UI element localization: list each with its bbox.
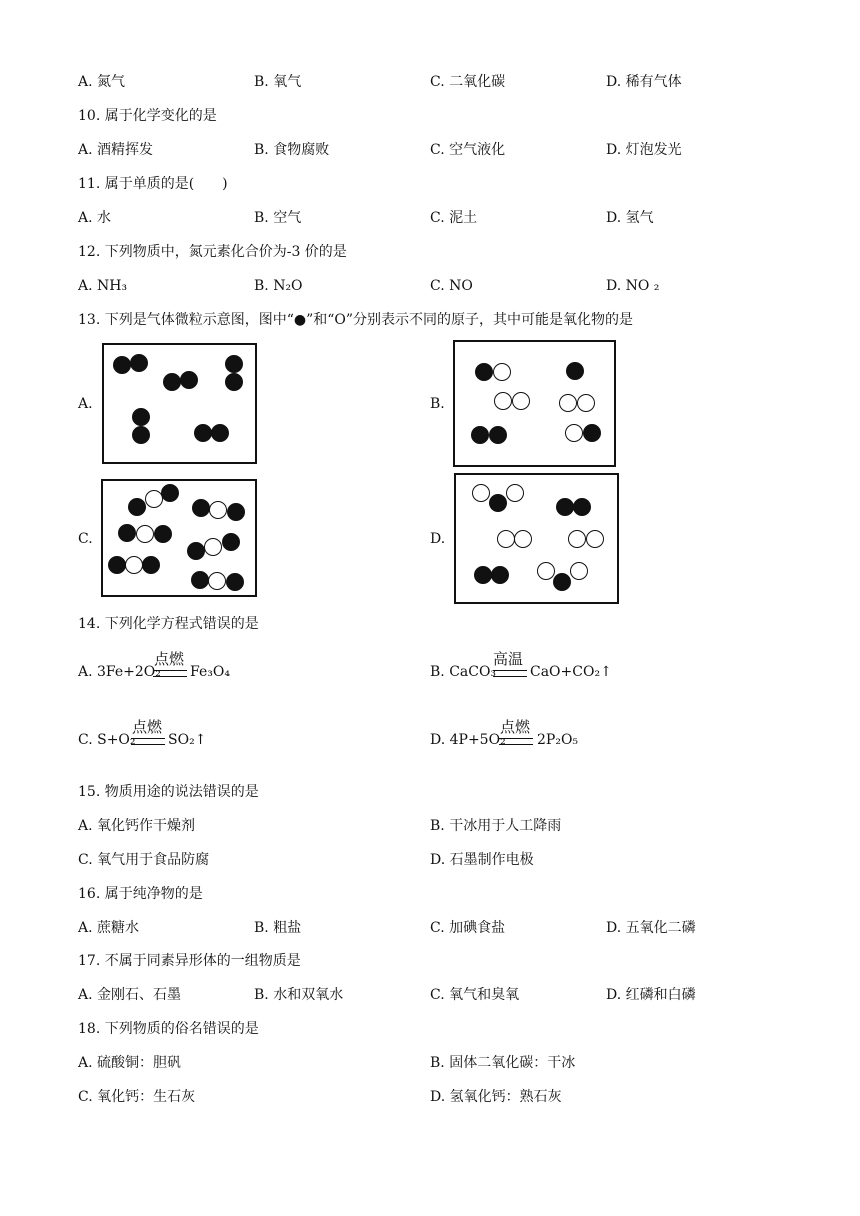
black-atom: [226, 573, 244, 591]
q11-option-c[interactable]: C. 泥土: [430, 210, 478, 226]
equals-sign: [131, 738, 165, 745]
black-atom: [142, 556, 160, 574]
q14-a-reactants: A. 3Fe+2O₂: [78, 664, 161, 680]
q13-stem: 13. 下列是气体微粒示意图，图中“●”和“O”分别表示不同的原子，其中可能是氧化物的是: [78, 312, 634, 328]
white-atom: [506, 484, 524, 502]
black-atom: [556, 498, 574, 516]
black-atom: [489, 426, 507, 444]
black-atom: [108, 556, 126, 574]
black-atom: [132, 426, 150, 444]
q17-option-c[interactable]: C. 氧气和臭氧: [430, 987, 520, 1003]
white-atom: [559, 394, 577, 412]
q14-d-reactants: D. 4P+5O₂: [430, 732, 506, 748]
q11-option-d[interactable]: D. 氢气: [606, 210, 654, 226]
black-atom: [211, 424, 229, 442]
black-atom: [163, 373, 181, 391]
q14-option-d[interactable]: [430, 716, 760, 766]
q10-option-b[interactable]: B. 食物腐败: [254, 142, 330, 158]
white-atom: [565, 424, 583, 442]
black-atom: [113, 356, 131, 374]
q14-option-c[interactable]: [78, 716, 408, 766]
q9-option-d[interactable]: D. 稀有气体: [606, 74, 682, 90]
q13-diagram-c: [101, 479, 257, 597]
q15-option-a[interactable]: A. 氧化钙作干燥剂: [78, 818, 196, 834]
q13-label-c[interactable]: C.: [78, 531, 93, 547]
black-atom: [132, 408, 150, 426]
q11-option-b[interactable]: B. 空气: [254, 210, 302, 226]
equals-sign: [499, 738, 533, 745]
q14-option-a[interactable]: [78, 648, 408, 698]
black-atom: [573, 498, 591, 516]
q14-a-condition: 点燃: [154, 650, 185, 668]
q13-label-b[interactable]: B.: [430, 396, 445, 412]
q14-stem: 14. 下列化学方程式错误的是: [78, 616, 259, 632]
black-atom: [225, 373, 243, 391]
white-atom: [493, 363, 511, 381]
q13-diagram-a: [102, 343, 257, 464]
q12-stem: 12. 下列物质中，氮元素化合价为-3 价的是: [78, 244, 347, 260]
q14-c-condition: 点燃: [132, 718, 163, 736]
white-atom: [514, 530, 532, 548]
white-atom: [472, 484, 490, 502]
black-atom: [583, 424, 601, 442]
q12-option-b[interactable]: B. N₂O: [254, 278, 303, 294]
q15-option-d[interactable]: D. 石墨制作电极: [430, 852, 534, 868]
black-atom: [566, 362, 584, 380]
q10-option-a[interactable]: A. 酒精挥发: [78, 142, 154, 158]
black-atom: [161, 484, 179, 502]
black-atom: [187, 542, 205, 560]
black-atom: [553, 573, 571, 591]
q14-a-products: Fe₃O₄: [190, 664, 230, 680]
black-atom: [227, 503, 245, 521]
q17-stem: 17. 不属于同素异形体的一组物质是: [78, 953, 301, 969]
white-atom: [494, 392, 512, 410]
q14-b-reactants: B. CaCO₃: [430, 664, 497, 680]
white-atom: [136, 525, 154, 543]
white-atom: [208, 572, 226, 590]
black-atom: [471, 426, 489, 444]
black-atom: [489, 494, 507, 512]
q14-c-products: SO₂↑: [168, 732, 207, 748]
equals-sign: [493, 670, 527, 677]
black-atom: [222, 533, 240, 551]
black-atom: [180, 371, 198, 389]
q9-option-b[interactable]: B. 氧气: [254, 74, 302, 90]
q9-option-a[interactable]: A. 氮气: [78, 74, 126, 90]
q10-stem: 10. 属于化学变化的是: [78, 108, 217, 124]
q12-option-d[interactable]: D. NO ₂: [606, 278, 660, 294]
black-atom: [154, 525, 172, 543]
q17-option-a[interactable]: A. 金刚石、石墨: [78, 987, 182, 1003]
q11-option-a[interactable]: A. 水: [78, 210, 112, 226]
q15-option-b[interactable]: B. 干冰用于人工降雨: [430, 818, 562, 834]
q16-option-b[interactable]: B. 粗盐: [254, 920, 302, 936]
q13-diagram-b: [453, 340, 616, 467]
white-atom: [537, 562, 555, 580]
q12-option-c[interactable]: C. NO: [430, 278, 473, 294]
white-atom: [209, 501, 227, 519]
black-atom: [128, 498, 146, 516]
q18-option-b[interactable]: B. 固体二氧化碳：干冰: [430, 1055, 576, 1071]
q14-d-condition: 点燃: [500, 718, 531, 736]
black-atom: [194, 424, 212, 442]
equals-sign: [153, 670, 187, 677]
white-atom: [497, 530, 515, 548]
q13-label-d[interactable]: D.: [430, 531, 446, 547]
q16-option-c[interactable]: C. 加碘食盐: [430, 920, 506, 936]
black-atom: [130, 354, 148, 372]
q18-stem: 18. 下列物质的俗名错误的是: [78, 1021, 259, 1037]
q16-option-a[interactable]: A. 蔗糖水: [78, 920, 140, 936]
black-atom: [118, 524, 136, 542]
white-atom: [568, 530, 586, 548]
q18-option-c[interactable]: C. 氧化钙：生石灰: [78, 1089, 196, 1105]
black-atom: [491, 566, 509, 584]
q15-option-c[interactable]: C. 氧气用于食品防腐: [78, 852, 210, 868]
q18-option-d[interactable]: D. 氢氧化钙：熟石灰: [430, 1089, 562, 1105]
white-atom: [570, 562, 588, 580]
q12-option-a[interactable]: A. NH₃: [78, 278, 128, 294]
white-atom: [512, 392, 530, 410]
q14-c-reactants: C. S+O₂: [78, 732, 136, 748]
q13-diagram-d: [454, 473, 619, 604]
white-atom: [577, 394, 595, 412]
q14-b-condition: 高温: [493, 650, 524, 668]
q16-stem: 16. 属于纯净物的是: [78, 886, 203, 902]
white-atom: [586, 530, 604, 548]
black-atom: [192, 499, 210, 517]
q10-option-d[interactable]: D. 灯泡发光: [606, 142, 682, 158]
q16-option-d[interactable]: D. 五氧化二磷: [606, 920, 696, 936]
q15-stem: 15. 物质用途的说法错误的是: [78, 784, 259, 800]
q14-option-b[interactable]: [430, 648, 760, 698]
q17-option-d[interactable]: D. 红磷和白磷: [606, 987, 696, 1003]
q18-option-a[interactable]: A. 硫酸铜：胆矾: [78, 1055, 182, 1071]
q11-stem: 11. 属于单质的是( ): [78, 176, 228, 192]
black-atom: [474, 566, 492, 584]
q9-option-c[interactable]: C. 二氧化碳: [430, 74, 506, 90]
black-atom: [191, 571, 209, 589]
q14-b-products: CaO+CO₂↑: [530, 664, 612, 680]
white-atom: [204, 538, 222, 556]
q13-label-a[interactable]: A.: [78, 396, 93, 412]
black-atom: [475, 363, 493, 381]
q10-option-c[interactable]: C. 空气液化: [430, 142, 506, 158]
black-atom: [225, 355, 243, 373]
white-atom: [125, 556, 143, 574]
q17-option-b[interactable]: B. 水和双氧水: [254, 987, 344, 1003]
q14-d-products: 2P₂O₅: [537, 732, 579, 748]
